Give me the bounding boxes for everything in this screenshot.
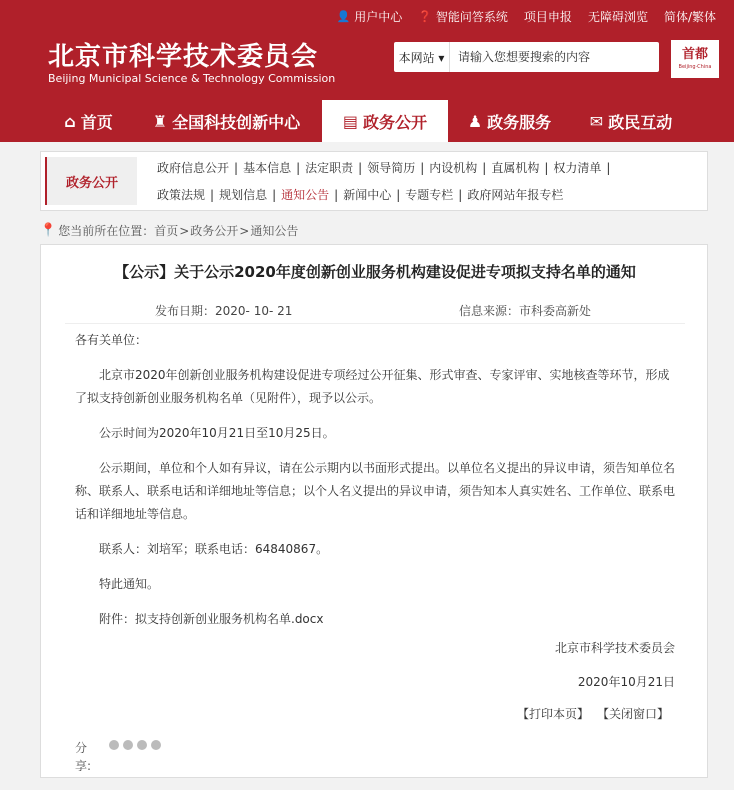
nav-home[interactable] <box>46 100 131 142</box>
breadcrumb-notices[interactable]: 通知公告 <box>250 224 299 238</box>
divider: | <box>234 161 239 175</box>
divider: | <box>458 188 463 202</box>
sub-link-leaders[interactable]: 领导简历 <box>367 161 416 175</box>
info-source-label: 信息来源： <box>459 304 520 318</box>
article-panel <box>40 244 708 778</box>
weibo-icon[interactable] <box>123 740 133 750</box>
nav-government-service[interactable] <box>448 100 571 142</box>
sub-link-info-disclosure[interactable]: 政府信息公开 <box>157 161 230 175</box>
divider: | <box>358 161 363 175</box>
sub-nav-links <box>157 161 697 203</box>
article-paragraph: 特此通知。 <box>99 577 160 591</box>
qq-icon[interactable] <box>151 740 161 750</box>
home-icon: ⌂ <box>64 111 76 131</box>
location-pin-icon: 📍 <box>40 223 57 238</box>
article-greeting: 各有关单位： <box>75 333 148 347</box>
sub-link-topics[interactable]: 专题专栏 <box>405 188 454 202</box>
article-paragraph: 公示时间为2020年10月21日至10月25日。 <box>99 426 335 440</box>
site-header <box>0 0 734 100</box>
divider: | <box>334 188 339 202</box>
breadcrumb-sep: > <box>239 223 250 238</box>
nav-innovation-center-label: 全国科技创新中心 <box>172 112 301 132</box>
nav-government-affairs-label: 政务公开 <box>363 112 428 132</box>
wechat-icon[interactable] <box>109 740 119 750</box>
nav-home-label: 首页 <box>80 112 113 132</box>
article-actions <box>517 705 669 722</box>
divider: | <box>544 161 549 175</box>
qa-system-link[interactable] <box>418 8 508 25</box>
sub-link-power-list[interactable]: 权力清单 <box>553 161 602 175</box>
capital-logo <box>671 40 719 78</box>
sub-link-internal-org[interactable]: 内设机构 <box>429 161 478 175</box>
medal-icon: ♜ <box>152 111 168 131</box>
signature-date: 2020年10月21日 <box>577 675 675 689</box>
sub-link-notices[interactable]: 通知公告 <box>281 188 330 202</box>
qa-system-label: 智能问答系统 <box>435 10 508 24</box>
sub-link-planning[interactable]: 规划信息 <box>219 188 268 202</box>
capital-logo-subtext: Beijing·China <box>678 64 712 70</box>
site-subtitle: Beijing Municipal Science & Technology Commission <box>48 72 336 85</box>
search-input[interactable] <box>450 43 659 71</box>
sub-link-annual-report[interactable]: 政府网站年报专栏 <box>467 188 564 202</box>
chat-icon: ✉ <box>589 111 604 131</box>
main-nav <box>0 100 734 142</box>
divider: | <box>210 188 215 202</box>
article-paragraph: 公示期间，单位和个人如有异议，请在公示期内以书面形式提出。以单位名义提出的异议申请，须告知单位名称、联系人、联系电话和详细地址等信息；以个人名义提出的异议申请，须告知本人真实姓名、工作单位、联系电话和详细地址等信息。 <box>75 461 676 521</box>
divider: | <box>482 161 487 175</box>
publish-date <box>155 302 292 319</box>
sub-nav-panel <box>40 151 708 211</box>
publish-date-label: 发布日期： <box>155 304 216 318</box>
document-icon: ▤ <box>342 111 359 131</box>
project-apply-link[interactable]: 项目申报 <box>523 10 572 24</box>
nav-government-service-label: 政务服务 <box>487 112 552 132</box>
breadcrumb-home[interactable]: 首页 <box>154 224 179 238</box>
breadcrumb-prefix: 您当前所在位置： <box>58 224 155 238</box>
attachment-link[interactable]: 附件：拟支持创新创业服务机构名单.docx <box>99 612 324 626</box>
info-source-value: 市科委高新处 <box>519 304 592 318</box>
share-icons <box>109 740 161 750</box>
user-icon: 👤 <box>336 10 351 23</box>
sub-link-news[interactable]: 新闻中心 <box>343 188 392 202</box>
divider: | <box>396 188 401 202</box>
breadcrumb-affairs[interactable]: 政务公开 <box>190 224 239 238</box>
divider: | <box>420 161 425 175</box>
accessibility-link[interactable]: 无障碍浏览 <box>587 10 648 24</box>
search-box <box>394 42 659 72</box>
article-paragraph: 北京市2020年创新创业服务机构建设促进专项经过公开征集、形式审查、专家评审、实地核查等环节，形成了拟支持创新创业服务机构名单（见附件），现予以公示。 <box>75 368 670 405</box>
breadcrumb-sep: > <box>179 223 190 238</box>
capital-logo-text: 首都 <box>681 47 708 62</box>
top-links <box>336 8 716 25</box>
divider: | <box>272 188 277 202</box>
person-icon: ♟ <box>467 111 483 131</box>
sub-link-policies[interactable]: 政策法规 <box>157 188 206 202</box>
article-title: 【公示】关于公示2020年度创新创业服务机构建设促进专项拟支持名单的通知 <box>114 263 636 281</box>
share-label: 分享: <box>75 741 92 773</box>
sub-link-basic-info[interactable]: 基本信息 <box>243 161 292 175</box>
qzone-icon[interactable] <box>137 740 147 750</box>
sub-link-affiliated-org[interactable]: 直属机构 <box>491 161 540 175</box>
language-toggle-link[interactable]: 简体/繁体 <box>663 10 716 24</box>
sub-link-duties[interactable]: 法定职责 <box>305 161 354 175</box>
close-window-button[interactable]: 【关闭窗口】 <box>596 707 669 721</box>
question-icon: ❓ <box>418 10 432 23</box>
breadcrumb <box>40 222 298 239</box>
divider: | <box>606 161 611 175</box>
search-scope-select[interactable]: 本网站 ▾ <box>394 42 450 72</box>
signature-org: 北京市科学技术委员会 <box>554 641 675 655</box>
article-body <box>75 329 679 643</box>
print-button[interactable]: 【打印本页】 <box>516 707 589 721</box>
user-center-label: 用户中心 <box>354 10 403 24</box>
nav-government-affairs[interactable] <box>322 100 448 142</box>
meta-divider <box>65 323 685 324</box>
nav-public-interaction-label: 政民互动 <box>608 112 673 132</box>
site-title[interactable]: 北京市科学技术委员会 <box>48 42 319 72</box>
nav-public-interaction[interactable] <box>571 100 691 142</box>
sub-nav-tab[interactable]: 政务公开 <box>45 157 137 205</box>
article-paragraph: 联系人：刘培军；联系电话：64840867。 <box>99 542 329 556</box>
info-source <box>459 302 591 319</box>
nav-innovation-center[interactable] <box>131 100 322 142</box>
user-center-link[interactable] <box>336 8 402 25</box>
divider: | <box>296 161 301 175</box>
publish-date-value: 2020- 10- 21 <box>215 304 293 318</box>
